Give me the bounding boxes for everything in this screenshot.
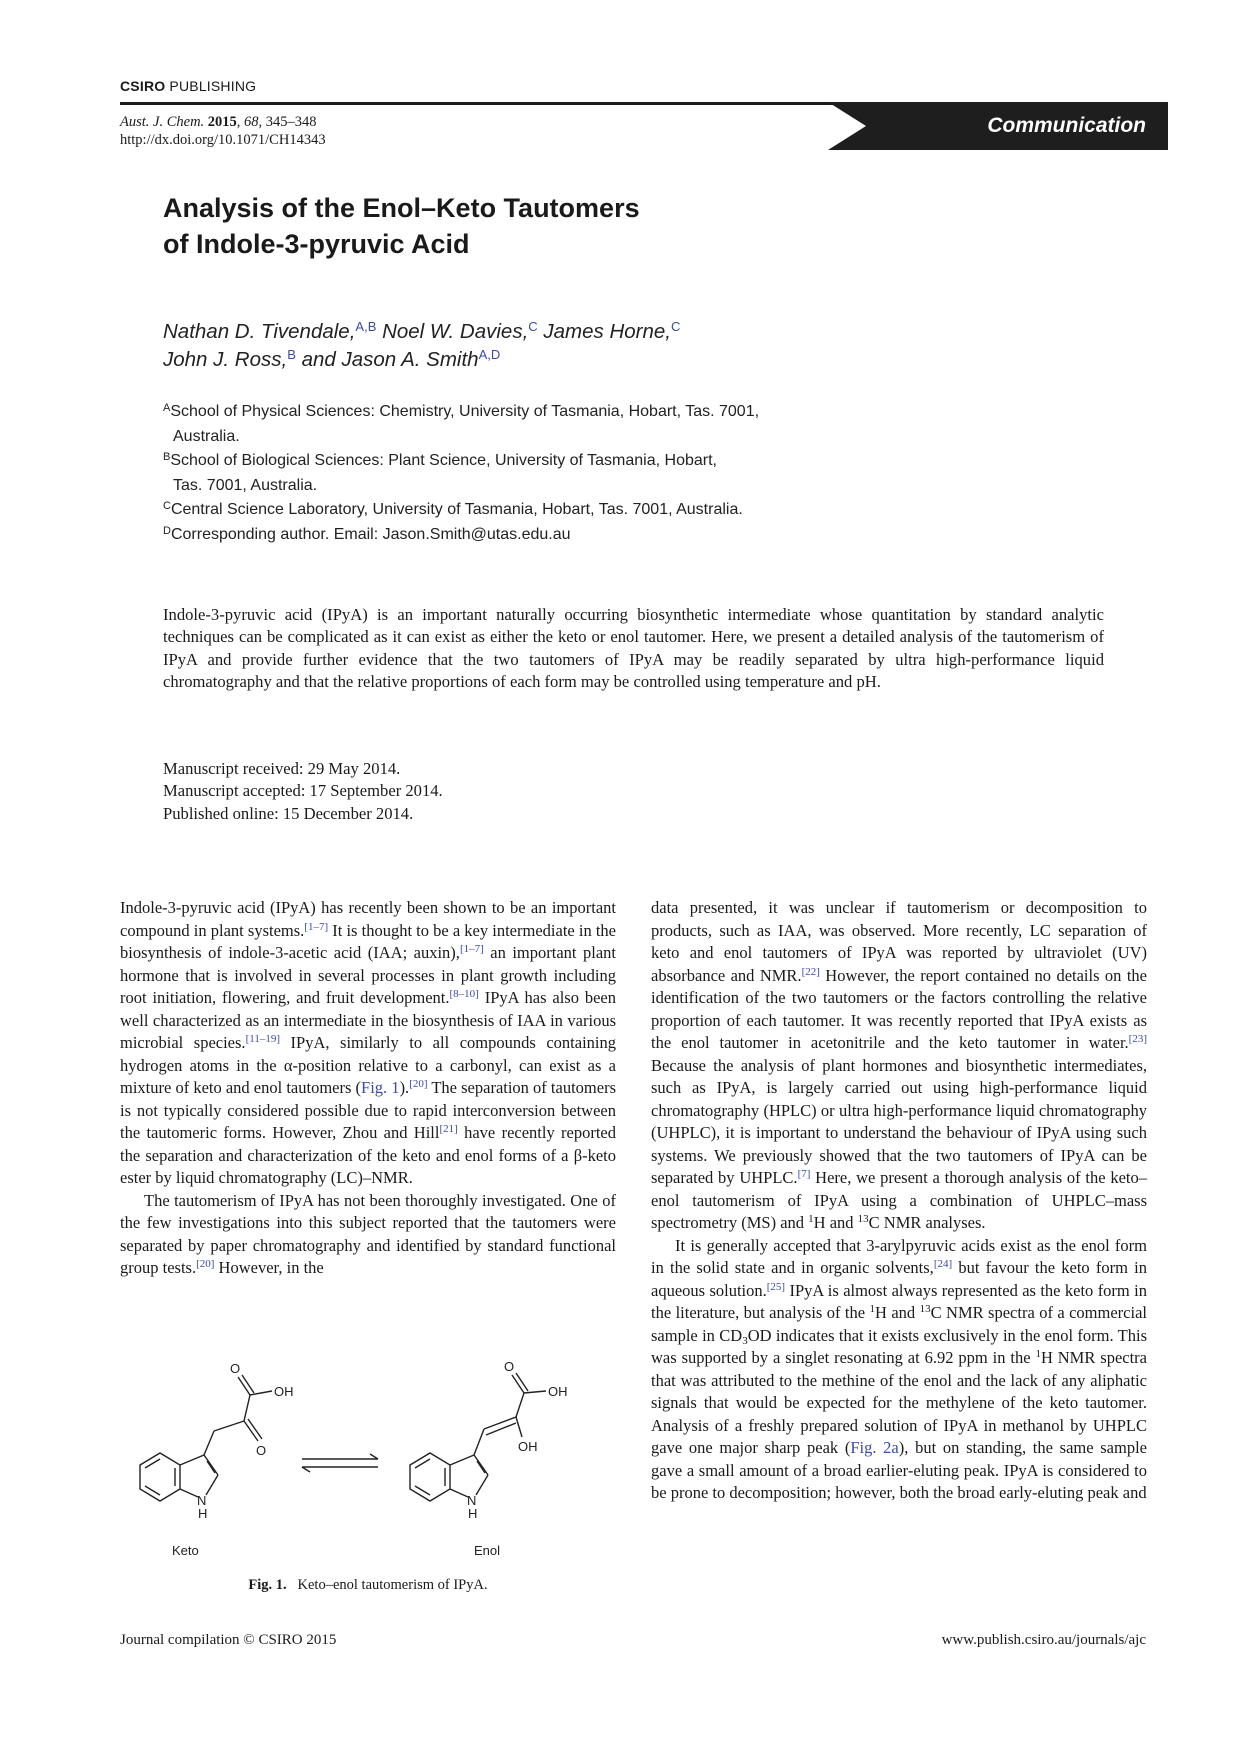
text: It is generally accepted that 3-arylpyruvic acids exist as the enol form in the solid state and in organic solvents, [651, 1235, 1147, 1277]
date-accepted: Manuscript accepted: 17 September 2014. [163, 781, 443, 801]
caption-text: Keto–enol tautomerism of IPyA. [297, 1577, 488, 1593]
article-type: Communication [987, 114, 1146, 137]
author-name: Noel W. Davies, [382, 320, 529, 343]
isotope-sup: 13 [857, 1213, 869, 1225]
text: C NMR spectra of a commercial sample in CD [651, 1303, 1147, 1345]
equilibrium-arrows [302, 1454, 378, 1472]
journal-volume: 68 [244, 114, 259, 130]
text: ), but on standing, the same sample gave a small amount of a broad earlier-eluting peak. IPyA is considered to be prone to decomposition; however, both the broad early-eluting peak and [651, 1438, 1147, 1502]
reference-link[interactable]: [21] [439, 1123, 458, 1135]
author-name: and Jason A. Smith [301, 348, 479, 371]
enol-structure [410, 1373, 546, 1501]
paragraph [120, 897, 616, 1190]
affiliation-text: School of Biological Sciences: Plant Science, University of Tasmania, Hobart, [170, 452, 717, 469]
text: IPyA, similarly to all compounds containing hydrogen atoms in the α-position relative to a carbonyl, can exist as a mixture of keto and enol tautomers ( [120, 1033, 616, 1097]
keto-enol-scheme [120, 1355, 616, 1575]
text: IPyA is almost always represented as the keto form in the literature, but analysis of the [651, 1280, 1147, 1322]
reference-link[interactable]: [24] [933, 1258, 953, 1270]
text: However, in the [214, 1258, 324, 1277]
atom-label: O [230, 1361, 241, 1376]
reference-link[interactable]: [8–10] [449, 988, 479, 1000]
body-left-column [120, 897, 616, 1280]
affil-mark: B [163, 451, 171, 463]
affil-mark: C [163, 500, 171, 512]
atom-label: H [468, 1506, 478, 1521]
author-affil-mark[interactable]: A,B [355, 319, 377, 334]
enol-label: Enol [474, 1543, 501, 1558]
atom-label: N [467, 1493, 477, 1508]
author-affil-mark[interactable]: C [528, 319, 538, 334]
figure-link[interactable]: Fig. 1 [361, 1078, 400, 1097]
atom-label: OH [518, 1439, 538, 1454]
affiliation-text: Tas. 7001, Australia. [173, 476, 318, 494]
title-line-1: Analysis of the Enol–Keto Tautomers [163, 193, 640, 223]
text: have recently reported the separation and characterization of the keto and enol forms of a β-keto ester by liquid chromatography (LC)–NMR. [120, 1123, 616, 1187]
subscript: 3 [742, 1334, 748, 1347]
text: data presented, it was unclear if tautomerism or decomposition to products, such as IAA, was observed. More recently, LC separation of keto and enol tautomers of IPyA was reported by ultraviolet (UV) absorbance and NMR. [651, 898, 1147, 985]
reference-link[interactable]: [7] [797, 1168, 811, 1180]
isotope-sup: 13 [919, 1303, 931, 1315]
text: OD indicates that it exists exclusively in the enol form. This was supported by a singlet resonating at 6.92 ppm in the [651, 1325, 1147, 1367]
abstract: Indole-3-pyruvic acid (IPyA) is an important naturally occurring biosynthetic intermediate whose quantitation by standard analytic techniques can be complicated as it can exist as either the keto or enol tautomer. Here, we present a detailed analysis of the tautomerism of IPyA and provide further evidence that the two tautomers of IPyA may be readily separated by ultra high-performance liquid chromatography and that the relative proportions of each form may be controlled using temperature and pH. [163, 605, 1104, 692]
text: Here, we present a thorough analysis of the keto–enol tautomerism of IPyA using a combination of UHPLC–mass spectrometry (MS) and [651, 1168, 1147, 1232]
text: H NMR spectra that was attributed to the methine of the enol and the lack of any aliphatic signals that would be expected for the methylene of the keto tautomer. Analysis of a freshly prepared solution of IPyA in methanol by UHPLC gave one major sharp peak ( [651, 1348, 1147, 1457]
affiliation-text: Central Science Laboratory, University of Tasmania, Hobart, Tas. 7001, Australia. [170, 501, 743, 518]
caption-label: Fig. 1. [248, 1577, 287, 1593]
date-received: Manuscript received: 29 May 2014. [163, 759, 401, 778]
figure-1 [120, 1355, 616, 1575]
citation: Aust. J. Chem. 2015, 68, 345–348 http://dx.doi.org/10.1071/CH14343 [120, 114, 326, 148]
author-list [163, 318, 863, 374]
text: The tautomerism of IPyA has not been thoroughly investigated. One of the few investigations into this subject reported that the tautomers were separated by paper chromatography and identified by standard functional group tests. [120, 1190, 616, 1277]
affiliation-text: Corresponding author. Email: Jason.Smith@utas.edu.au [170, 525, 571, 543]
text: It is thought to be a key intermediate in the biosynthesis of indole-3-acetic acid (IAA; auxin), [120, 920, 616, 962]
affiliation-text: Australia. [173, 427, 240, 445]
keto-structure [140, 1375, 272, 1501]
atom-label: OH [274, 1384, 294, 1399]
title-line-2: of Indole-3-pyruvic Acid [163, 229, 470, 259]
reference-link[interactable]: [1–7] [459, 943, 484, 955]
author-name: James Horne, [543, 320, 671, 343]
date-published: Published online: 15 December 2014. [163, 803, 414, 823]
reference-link[interactable]: [25] [766, 1280, 786, 1293]
paragraph [651, 1235, 1147, 1505]
author-name: Nathan D. Tivendale, [163, 320, 356, 343]
doi-link[interactable]: http://dx.doi.org/10.1071/CH14343 [120, 132, 326, 148]
text: Because the analysis of plant hormones and biosynthetic intermediates, such as IPyA, is largely carried out using high-performance liquid chromatography (HPLC) or ultra high-performance liquid chromatography (UHPLC), it is important to understand the behaviour of IPyA using such systems. We previously showed that the two tautomers of IPyA can be separated by UHPLC. [651, 1055, 1147, 1187]
publisher-bold: CSIRO [120, 78, 166, 94]
text: an important plant hormone that is involved in several processes in plant growth including root initiation, flowering, and fruit development. [120, 943, 616, 1007]
body-right-column [651, 897, 1147, 1505]
text: IPyA has also been well characterized as an intermediate in the biosynthesis of IAA in various microbial species. [120, 988, 616, 1052]
paragraph [651, 897, 1147, 1235]
author-affil-mark[interactable]: C [670, 319, 681, 334]
figure-link[interactable]: Fig. 2a [850, 1438, 899, 1457]
text: H and [813, 1213, 858, 1232]
affiliation-text: School of Physical Sciences: Chemistry, University of Tasmania, Hobart, Tas. 7001, [170, 403, 760, 420]
footer-copyright: Journal compilation © CSIRO 2015 [120, 1632, 337, 1648]
publisher-name [120, 78, 256, 94]
affil-mark: A [163, 402, 171, 414]
affiliations [163, 400, 863, 547]
author-affil-mark[interactable]: A,D [478, 347, 501, 362]
text: Indole-3-pyruvic acid (IPyA) has recently been shown to be an important compound in plant systems. [120, 898, 616, 940]
article-title [163, 190, 783, 262]
author-name: John J. Ross, [163, 348, 288, 371]
isotope-sup: 1 [869, 1303, 876, 1315]
reference-link[interactable]: [20] [196, 1258, 215, 1270]
figure-caption [120, 1577, 616, 1594]
paragraph [120, 1190, 616, 1280]
reference-link[interactable]: [20] [409, 1078, 428, 1090]
journal-year: 2015 [207, 114, 237, 130]
text: The separation of tautomers is not typically considered possible due to rapid interconversion between the tautomeric forms. However, Zhou and Hill [120, 1078, 616, 1142]
reference-link[interactable]: [23] [1128, 1033, 1147, 1045]
manuscript-dates [163, 758, 663, 825]
affil-mark: D [163, 524, 171, 537]
isotope-sup: 1 [1035, 1348, 1041, 1360]
author-affil-mark[interactable]: B [287, 347, 296, 362]
atom-label: H [198, 1506, 208, 1521]
text: H and [875, 1303, 920, 1322]
publisher-rest: PUBLISHING [165, 78, 257, 94]
reference-link[interactable]: [1–7] [304, 920, 329, 933]
atom-label: O [256, 1443, 267, 1458]
isotope-sup: 1 [808, 1213, 814, 1225]
reference-link[interactable]: [11–19] [245, 1033, 280, 1045]
reference-link[interactable]: [22] [801, 965, 820, 978]
atom-label: N [197, 1493, 207, 1508]
footer-url[interactable]: www.publish.csiro.au/journals/ajc [941, 1632, 1146, 1648]
keto-label: Keto [172, 1543, 199, 1558]
atom-label: OH [548, 1384, 568, 1399]
article-type-banner [828, 102, 1168, 150]
text: However, the report contained no details on the identification of the two tautomers or the factors controlling the relative proportion of each tautomer. It was recently reported that IPyA exists as the enol tautomer in acetonitrile and the keto tautomer in water. [651, 965, 1147, 1052]
text: but favour the keto form in aqueous solution. [651, 1258, 1147, 1300]
text: ). [399, 1078, 410, 1097]
journal-name: Aust. J. Chem. [120, 114, 205, 130]
journal-pages: 345–348 [265, 114, 317, 130]
text: C NMR analyses. [868, 1213, 986, 1232]
atom-label: O [504, 1359, 515, 1374]
